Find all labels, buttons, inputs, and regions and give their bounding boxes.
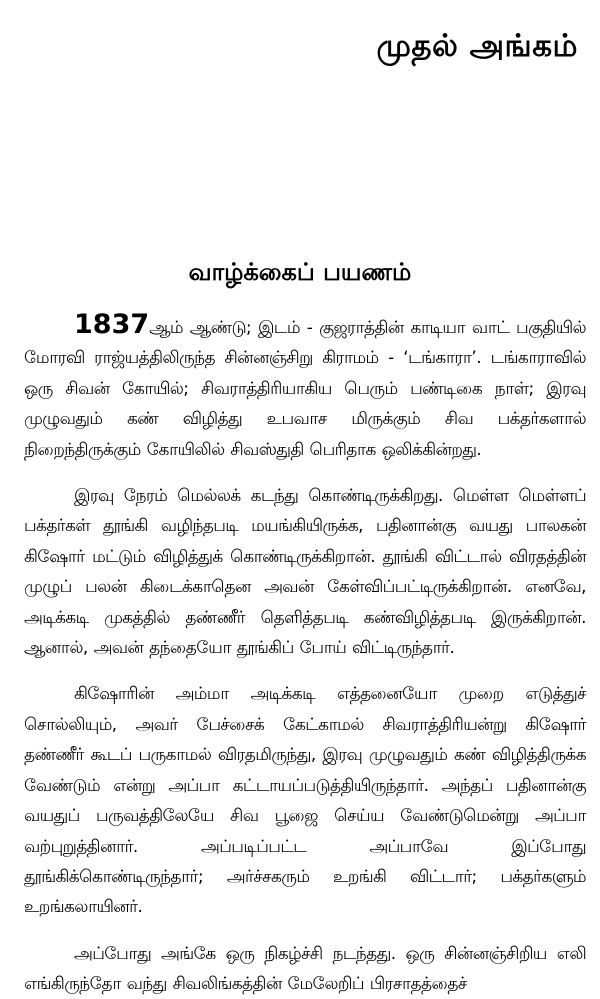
chapter-title: முதல் அங்கம்: [376, 28, 578, 64]
paragraph-4: அப்போது அங்கே ஒரு நிகழ்ச்சி நடந்தது. ஒரு சின்னஞ்சிறிய எலி எங்கிருந்தோ வந்து சிவலிங்கத்தின் மேலேறிப் பிரசாதத்தைச்: [24, 942, 586, 994]
paragraph-2: இரவு நேரம் மெல்லக் கடந்து கொண்டிருக்கிறது. மெள்ள மெள்ளப் பக்தர்கள் தூங்கி வழிந்தபடி மயங்கியிருக்க, பதினான்கு வயது பாலகன் கிஷோர் மட்டும் விழித்துக் கொண்டிருக்கிறான். தூங்கி விட்டால் விரதத்தின் முழுப் பலன் கிடைக்காதென அவன் கேள்விப்பட்டிருக்கிறான். எனவே, அடிக்கடி முகத்தில் தண்ணீர் தெளித்தபடி கண்விழித்தபடி இருக்கிறான். ஆனால், அவன் தந்தையோ தூங்கிப் போய் விட்டிருந்தார்.: [24, 485, 586, 658]
body-text: [24, 309, 586, 999]
paragraph-1-text: ஆம் ஆண்டு; இடம் - குஜராத்தின் காடியா வாட் பகுதியில் மோரவி ராஜ்யத்திலிருந்த சின்னஞ்சிறு கிராமம் - ‘டங்காரா’. டங்காராவில் ஒரு சிவன் கோயில்; சிவராத்திரியாகிய பெரும் பண்டிகை நாள்; இரவு முழுவதும் கண் விழித்து உபவாச மிருக்கும் சிவ பக்தர்களால் நிறைந்திருக்கும் கோயிலில் சிவஸ்துதி பெரிதாக ஒலிக்கின்றது.: [24, 317, 586, 459]
section-title: வாழ்க்கைப் பயணம்: [188, 258, 412, 286]
paragraph-3: கிஷோரின் அம்மா அடிக்கடி எத்தனையோ முறை எடுத்துச் சொல்லியும், அவர் பேச்சைக் கேட்காமல் சிவராத்திரியன்று கிஷோர் தண்ணீர் கூடப் பருகாமல் விரதமிருந்து, இரவு முழுவதும் கண் விழித்திருக்க வேண்டும் என்று அப்பா கட்டாயப்படுத்தியிருந்தார். அந்தப் பதினான்கு வயதுப் பருவத்திலேயே சிவ பூஜை செய்ய வேண்டுமென்று அப்பா வற்புறுத்தினார். அப்படிப்பட்ட அப்பாவே இப்போது தூங்கிக்கொண்டிருந்தார்; அர்ச்சகரும் உறங்கி விட்டார்; பக்தர்களும் உறங்கலாயினர்.: [24, 683, 586, 917]
paragraph-1: [24, 309, 586, 464]
year-lead: 1837: [74, 309, 150, 340]
